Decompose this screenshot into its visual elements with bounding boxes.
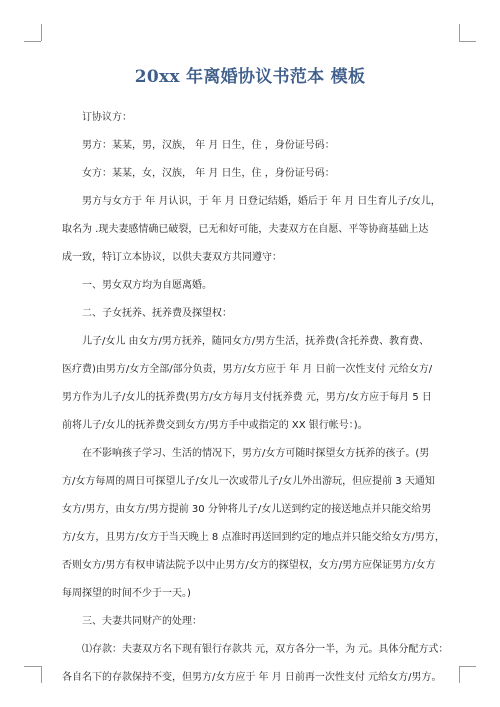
text-line: 方/女方每周的周日可探望儿子/女儿一次或带儿子/女儿外出游玩，但应提前 3 天通知 — [62, 476, 435, 487]
text-line: 成一致，特订立本协议，以供夫妻双方共同遵守： — [62, 252, 282, 263]
text-line: 医疗费)由男方/女方全部/部分负责，男方/女方应于 年 月 日前一次性支付 元给女方/ — [62, 364, 433, 375]
text-line: 女方：某某，女，汉族， 年 月 日生，住 ，身份证号码： — [82, 168, 335, 179]
text-line: 方/女方，且男方/女方于当天晚上 8 点准时再送回到约定的地点并只能交给女方/男方， — [62, 532, 445, 543]
text-line: 否则女方/男方有权申请法院予以中止男方/女方的探望权，女方/男方应保证男方/女方 — [62, 560, 436, 571]
text-line: 订协议方： — [82, 112, 132, 123]
text-line: 男方：某某，男，汉族， 年 月 日生，住 ，身份证号码： — [82, 140, 335, 151]
text-line: 二、子女抚养、抚养费及探望权： — [82, 308, 232, 319]
text-line: 前将儿子/女儿的抚养费交到女方/男方手中或指定的 XX 银行帐号：)。 — [62, 420, 368, 431]
text-line: 三、夫妻共同财产的处理： — [82, 616, 202, 627]
document-body — [62, 104, 452, 692]
text-line: ⑴存款：夫妻双方名下现有银行存款共 元，双方各分一半，为 元。具体分配方式： — [82, 644, 449, 655]
text-line: 取名为 .现夫妻感情确已破裂，已无和好可能，夫妻双方在自愿、平等协商基础上达 — [62, 224, 429, 235]
text-line: 男方作为儿子/女儿的抚养费(男方/女方每月支付抚养费 元，男方/女方应于每月 5 日 — [62, 392, 432, 403]
text-line: 在不影响孩子学习、生活的情况下，男方/女方可随时探望女方抚养的孩子。(男 — [82, 448, 430, 459]
text-line: 各自名下的存款保持不变，但男方/女方应于 年 月 日前再一次性支付 元给女方/男方。 — [62, 672, 442, 683]
document-title: 20xx 年离婚协议书范本 模板 — [134, 67, 366, 87]
text-line: 每周探望的时间不少于一天。) — [62, 588, 191, 599]
text-line: 男方与女方于 年 月认识，于 年 月 日登记结婚，婚后于 年 月 日生育儿子/女儿， — [82, 196, 441, 207]
text-line: 儿子/女儿 由女方/男方抚养，随同女方/男方生活，抚养费(含托养费、教育费、 — [82, 336, 430, 347]
text-line: 女方/男方，由女方/男方提前 30 分钟将儿子/女儿送到约定的接送地点并只能交给男 — [62, 504, 432, 515]
text-line: 一、男女双方均为自愿离婚。 — [82, 280, 212, 291]
